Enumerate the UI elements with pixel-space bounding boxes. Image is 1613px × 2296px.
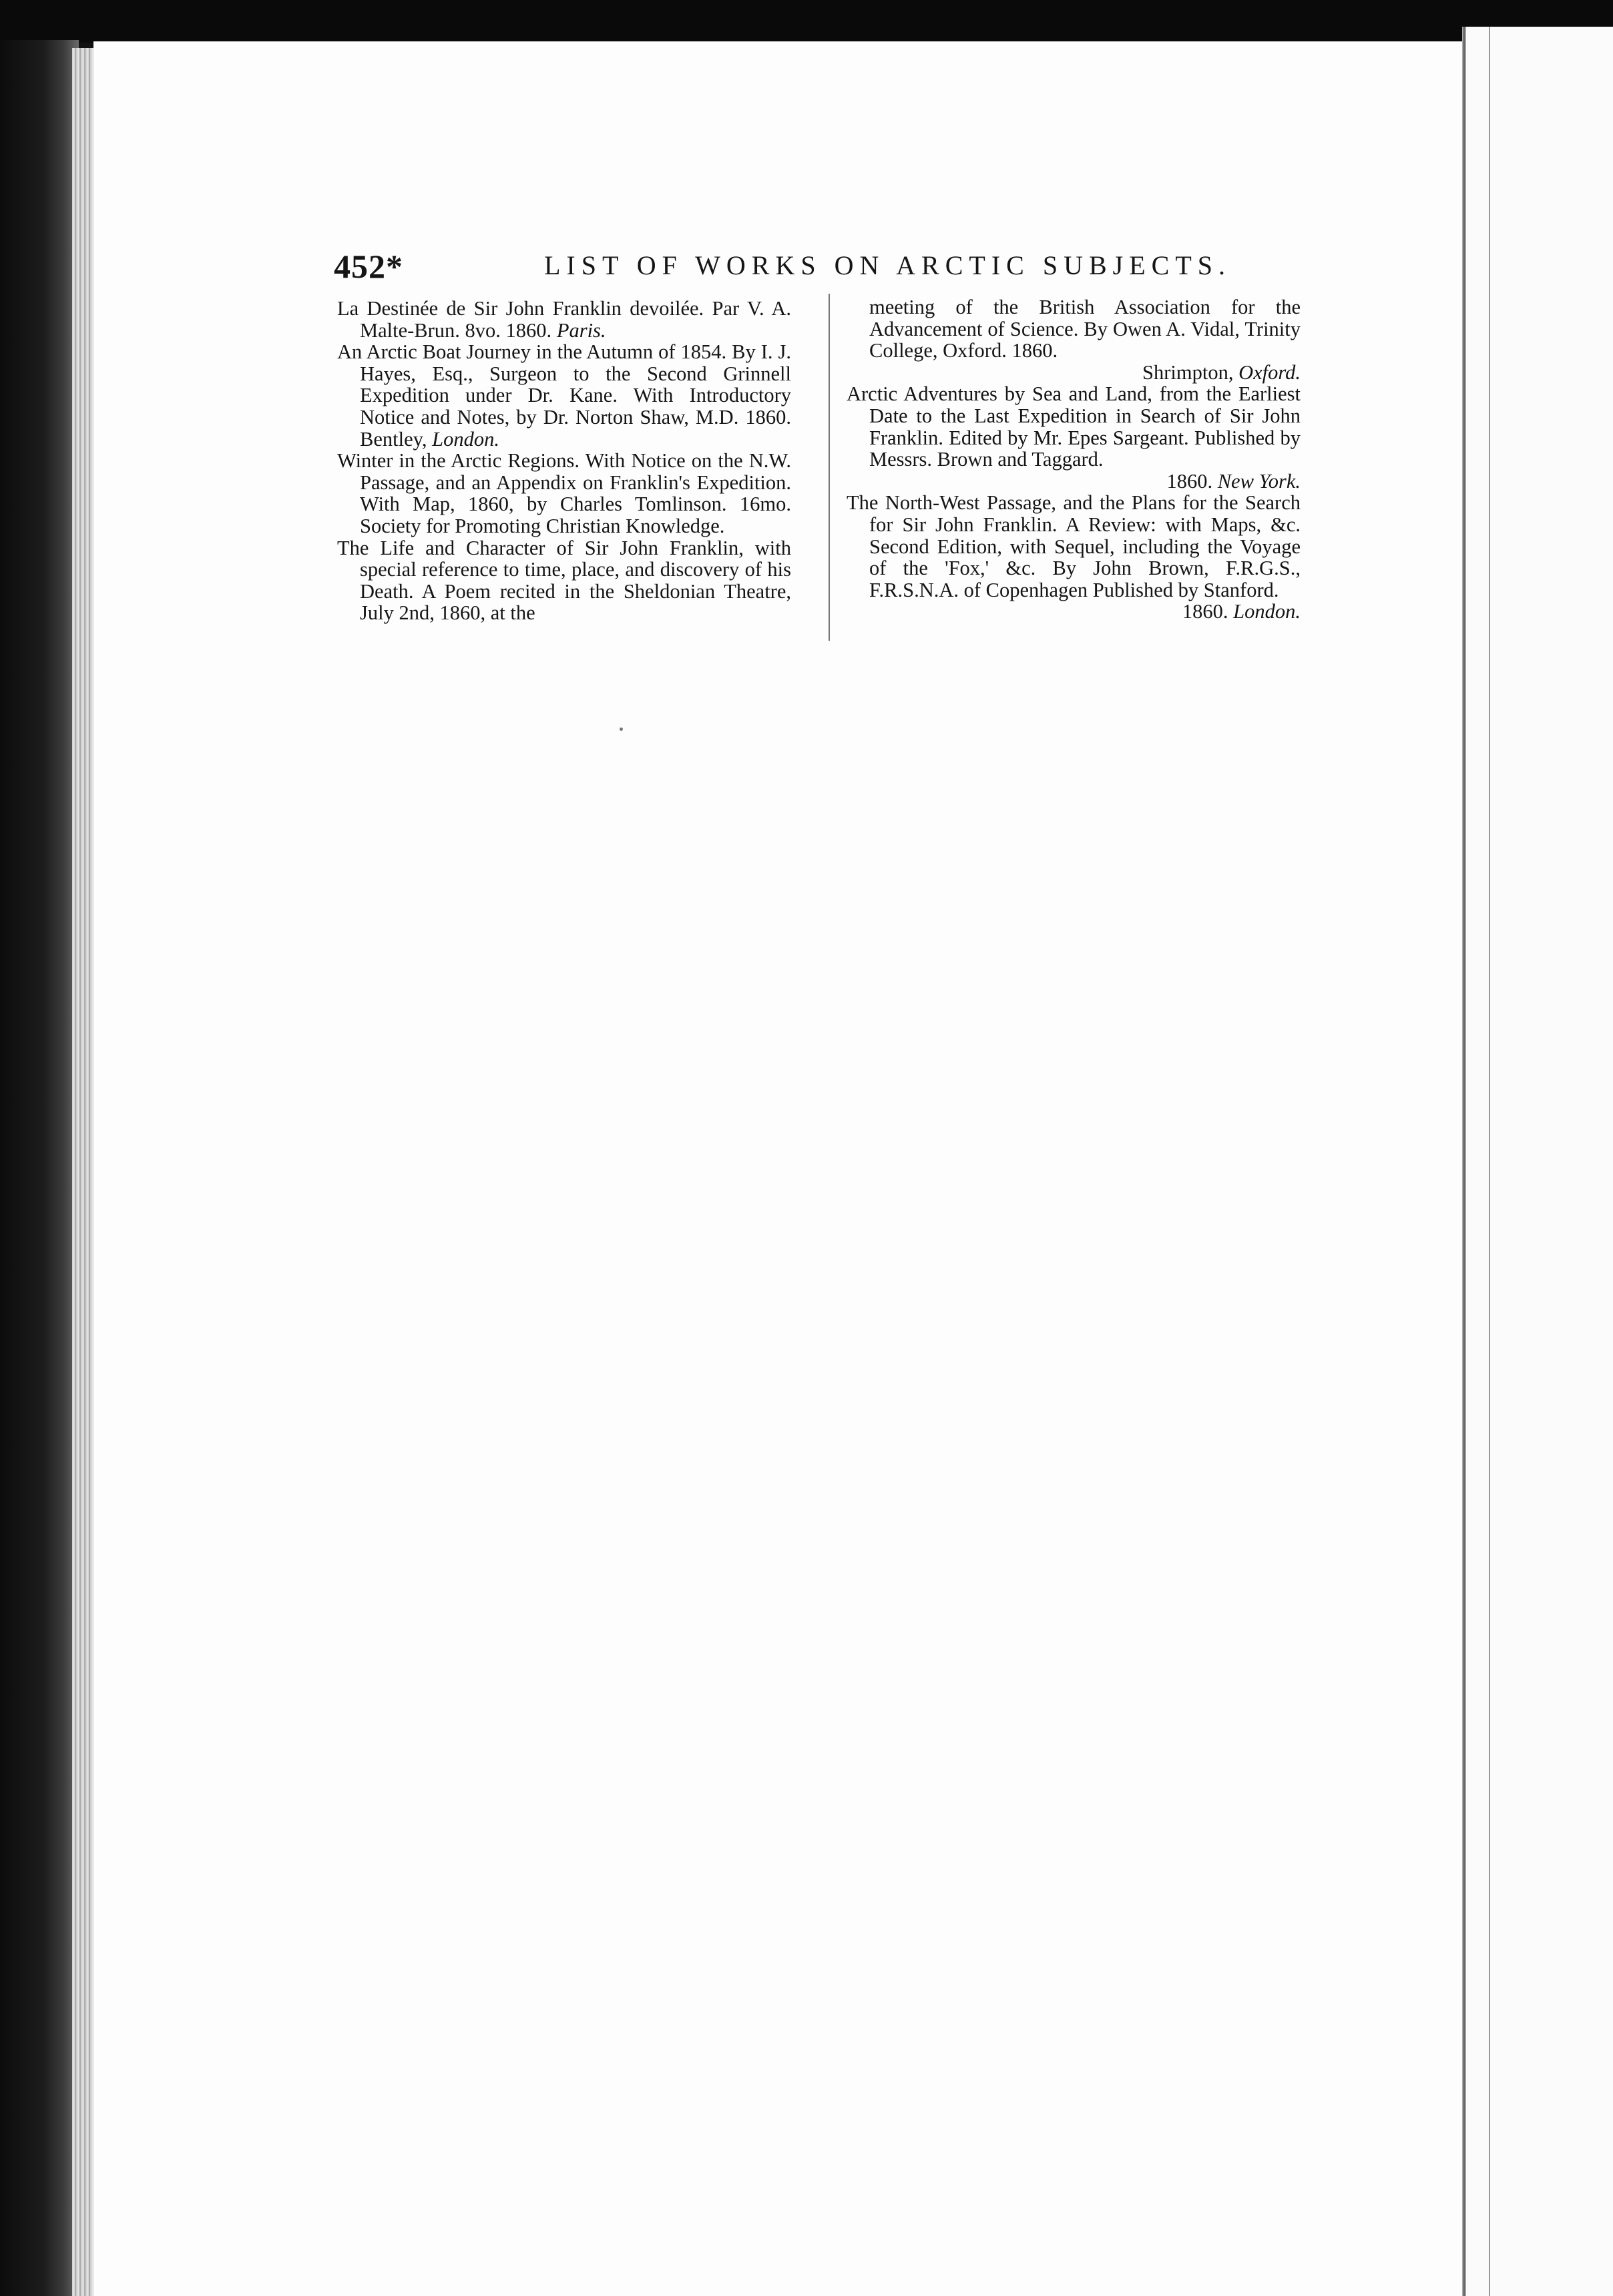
entry-text: Arctic Adventures by Sea and Land, from the Earliest Date to the Last Expedition in Search of Sir John Franklin. Edited by Mr. Epes Sargeant. Published by Messrs. Brown and Taggard. (847, 382, 1301, 471)
bibliography-entry (847, 383, 1301, 492)
entry-place: London. (1233, 600, 1301, 623)
entry-place: Paris. (556, 318, 606, 342)
page-edges (72, 48, 96, 2296)
entry-year: 1860. (1166, 469, 1213, 493)
scan-background (0, 0, 1613, 43)
column-divider (829, 294, 830, 641)
entry-place: Oxford. (1238, 360, 1301, 384)
entry-text: The North-West Passage, and the Plans for the Search for Sir John Franklin. A Review: with Maps, &c. Second Edition, with Sequel, including the Voyage of the 'Fox,' &c. By John Brown, F.R.G.S., F.R.S.N.A. of Copenhagen Published by Stanford. (847, 491, 1301, 601)
entry-place: New York. (1217, 469, 1301, 493)
bibliography-entry (847, 492, 1301, 623)
paper-speck (620, 728, 623, 731)
bibliography-entry (337, 450, 791, 537)
book-spine-edge (0, 40, 79, 2296)
facing-page (1466, 27, 1613, 2296)
bibliography-entry (337, 537, 791, 624)
entry-text: meeting of the British Association for the Advancement of Science. By Owen A. Vidal, Trinity College, Oxford. 1860. (869, 296, 1301, 362)
entry-imprint (869, 471, 1301, 493)
entry-place: London. (432, 427, 499, 451)
page-number: 452* (334, 248, 403, 285)
bibliography-entry (337, 298, 791, 341)
entry-text: Winter in the Arctic Regions. With Notice on the N.W. Passage, and an Appendix on Franklin's Expedition. With Map, 1860, by Charles Tomlinson. 16mo. Society for Promoting Christian Knowledge. (337, 449, 791, 537)
entry-imprint (869, 601, 1301, 623)
left-column (337, 298, 791, 624)
running-head: LIST OF WORKS ON ARCTIC SUBJECTS. (544, 250, 1231, 280)
facing-page-edge (1489, 27, 1490, 2296)
entry-text: An Arctic Boat Journey in the Autumn of 1854. By I. J. Hayes, Esq., Surgeon to the Second Grinnell Expedition under Dr. Kane. With Introductory Notice and Notes, by Dr. Norton Shaw, M.D. 1860. Bentley, (337, 340, 791, 451)
entry-year: 1860. (1182, 600, 1228, 623)
entry-publisher: Shrimpton, (1142, 360, 1234, 384)
entry-text: The Life and Character of Sir John Franklin, with special reference to time, place, and discovery of his Death. A Poem recited in the Sheldonian Theatre, July 2nd, 1860, at the (337, 536, 791, 625)
entry-imprint (869, 362, 1301, 384)
bibliography-entry-continued (847, 296, 1301, 383)
entry-text: La Destinée de Sir John Franklin devoilée. Par V. A. Malte-Brun. 8vo. 1860. (337, 297, 791, 342)
bibliography-entry (337, 341, 791, 450)
right-column (847, 296, 1301, 623)
